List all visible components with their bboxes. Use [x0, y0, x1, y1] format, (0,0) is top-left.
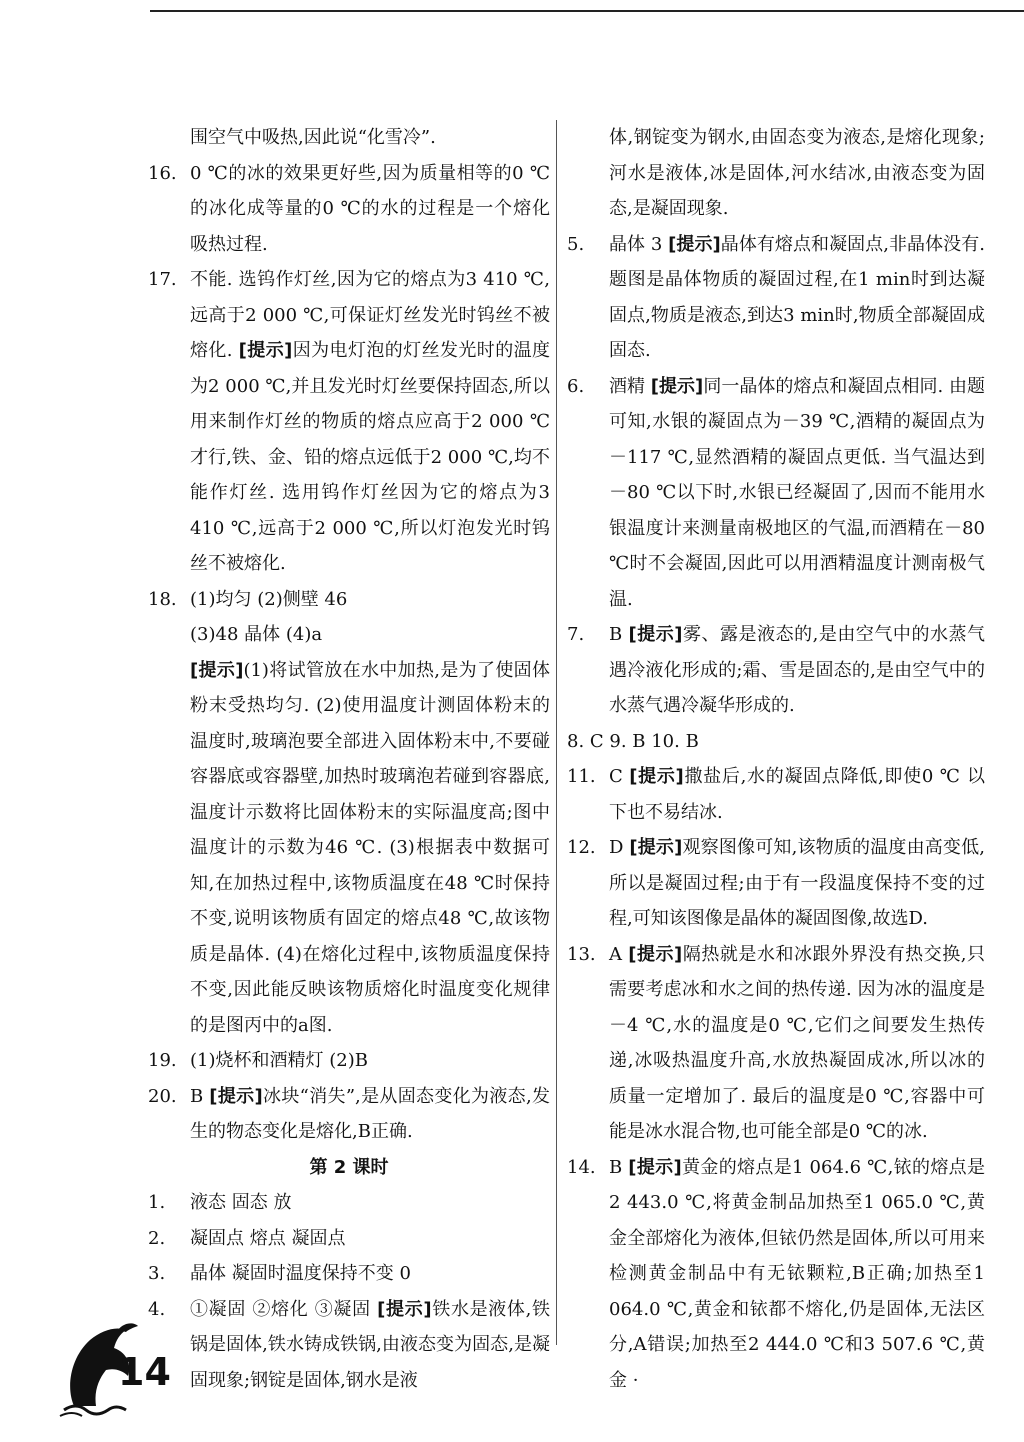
answer-4 [148, 1292, 550, 1399]
answer-text: 0 ℃的冰的效果更好些,因为质量相等的0 ℃的冰化成等量的0 ℃的水的过程是一个熔化吸热过程. [190, 162, 550, 255]
column-divider [556, 120, 557, 1345]
answer-text: 晶体 3 [609, 233, 669, 255]
answer-text: 晶体 凝固时温度保持不变 0 [190, 1263, 411, 1284]
answer-number: 7. [567, 624, 585, 645]
answer-number: 12. [567, 837, 596, 858]
hint-text: 雾、露是液态的,是由空气中的水蒸气遇冷液化形成的;霜、雪是固态的,是由空气中的水蒸气遇冷凝华形成的. [609, 624, 985, 716]
hint-text: 观察图像可知,该物质的温度由高变低,所以是凝固过程;由于有一段温度保持不变的过程,可知该图像是晶体的凝固图像,故选D. [609, 837, 986, 929]
hint-label: [提示] [628, 1156, 682, 1178]
answer-text: 液态 固态 放 [190, 1192, 292, 1213]
answer-18 [148, 582, 550, 1044]
answer-3 [148, 1256, 550, 1292]
hint-label: [提示] [629, 766, 684, 787]
answer-number: 4. [148, 1298, 166, 1320]
answer-number: 13. [567, 943, 596, 965]
hint-label: [提示] [650, 375, 704, 397]
answer-text: 凝固点 熔点 凝固点 [190, 1227, 346, 1249]
answer-number: 18. [148, 588, 177, 610]
answer-line: (1)均匀 (2)侧壁 46 [190, 588, 348, 610]
hint-text: 同一晶体的熔点和凝固点相同. 由题可知,水银的凝固点为－39 ℃,酒精的凝固点为－117 ℃,显然酒精的凝固点更低. 当气温达到－80 ℃以下时,水银已经凝固了,因而不能用水银温度计来测量南极地区的气温,而酒精在－80 ℃时不会凝固,因此可以用酒精温度计测南极气温. [609, 375, 986, 610]
answer-line: (3)48 晶体 (4)a [190, 624, 323, 645]
answer-6 [567, 369, 985, 618]
hint-text: 晶体有熔点和凝固点,非晶体没有. 题图是晶体物质的凝固过程,在1 min时到达凝固点,物质是液态,到达3 min时,物质全部凝固成固态. [609, 233, 985, 361]
top-rule [150, 10, 1024, 12]
answer-13 [567, 937, 985, 1150]
section-heading: 第 2 课时 [309, 1156, 389, 1178]
hint-label: [提示] [629, 837, 683, 858]
answer-number: 11. [567, 766, 596, 787]
hint-label: [提示] [628, 943, 683, 965]
answer-19 [148, 1043, 550, 1079]
answer-17 [148, 262, 550, 582]
hint-text: 黄金的熔点是1 064.6 ℃,铱的熔点是2 443.0 ℃,将黄金制品加热至1 065.0 ℃,黄金全部熔化为液体,但铱仍然是固体,所以可用来检测黄金制品中有无铱颗粒,B正确;加热至1 064.0 ℃,黄金和铱都不熔化,仍是固体,无法区分,A错误;加热至2 444.0 ℃和3 507.6 ℃,黄金 · [609, 1156, 985, 1391]
hint-text: 因为电灯泡的灯丝发光时的温度为2 000 ℃,并且发光时灯丝要保持固态,所以用来制作灯丝的物质的熔点应高于2 000 ℃才行,铁、金、铅的熔点远低于2 000 ℃,均不能作灯丝. 选用钨作灯丝因为它的熔点为3 410 ℃,远高于2 000 ℃,所以灯泡发光时钨丝不被熔化. [190, 340, 550, 574]
answer-number: 1. [148, 1192, 166, 1213]
hint-label: [提示] [238, 340, 293, 361]
answer-number: 17. [148, 269, 177, 290]
page-number: 14 [118, 1350, 171, 1394]
answer-text: D [609, 837, 630, 858]
answer-continuation: 体,钢锭变为钢水,由固态变为液态,是熔化现象;河水是液体,冰是固体,河水结冰,由液态变为固态,是凝固现象. [609, 127, 985, 219]
answer-2 [148, 1221, 550, 1257]
answer-text: B [609, 1156, 629, 1178]
hint-text: 撒盐后,水的凝固点降低,即使0 ℃ 以下也不易结冰. [609, 766, 985, 823]
answer-5 [567, 227, 985, 369]
right-column [567, 120, 985, 1398]
answer-number: 3. [148, 1263, 166, 1284]
answer-continuation: 围空气中吸热,因此说“化雪冷”. [190, 127, 436, 148]
answer-number: 20. [148, 1085, 177, 1107]
answers-8-10: 8. C 9. B 10. B [567, 730, 699, 752]
answer-number: 2. [148, 1227, 166, 1249]
answer-text: C [609, 766, 630, 787]
hint-label: [提示] [209, 1085, 263, 1107]
hint-text: (1)将试管放在水中加热,是为了使固体粉末受热均匀. (2)使用温度计测固体粉末的温度时,玻璃泡要全部进入固体粉末中,不要碰容器底或容器壁,加热时玻璃泡若碰到容器底,温度计示数将比固体粉末的实际温度高;图中温度计的示数为46 ℃. (3)根据表中数据可知,在加热过程中,该物质温度在48 ℃时保持不变,说明该物质有固定的熔点48 ℃,故该物质是晶体. (4)在熔化过程中,该物质温度保持不变,因此能反映该物质熔化时温度变化规律的是图丙中的a图. [190, 659, 550, 1036]
hint-text: 铁水是液体,铁锅是固体,铁水铸成铁锅,由液态变为固态,是凝固现象;钢锭是固体,钢水是液 [190, 1298, 550, 1391]
answer-12 [567, 830, 985, 937]
answer-number: 16. [148, 162, 177, 184]
answer-20 [148, 1079, 550, 1150]
answer-text: 不能. 选钨作灯丝,因为它的熔点为3 410 ℃,远高于2 000 ℃,可保证灯丝发光时钨丝不被熔化. [190, 269, 550, 361]
answer-7 [567, 617, 985, 724]
answer-text: 酒精 [609, 375, 651, 397]
hint-label: [提示] [190, 659, 244, 681]
hint-text: 冰块“消失”,是从固态变化为液态,发生的物态变化是熔化,B正确. [190, 1085, 551, 1142]
answer-text: (1)烧杯和酒精灯 (2)B [190, 1050, 368, 1071]
answer-11 [567, 759, 985, 830]
answer-number: 19. [148, 1050, 177, 1071]
answer-number: 6. [567, 375, 585, 397]
hint-label: [提示] [628, 624, 683, 645]
answer-14 [567, 1150, 985, 1399]
answer-number: 5. [567, 233, 585, 255]
left-column [148, 120, 550, 1398]
answer-text: A [609, 943, 629, 965]
hint-label: [提示] [377, 1298, 432, 1320]
answer-text: ①凝固 ②熔化 ③凝固 [190, 1298, 378, 1320]
answer-16 [148, 156, 550, 263]
hint-label: [提示] [668, 233, 721, 255]
answer-text: B [190, 1085, 210, 1107]
answer-number: 14. [567, 1156, 596, 1178]
answer-text: B [609, 624, 629, 645]
answer-1 [148, 1185, 550, 1221]
hint-text: 隔热就是水和冰跟外界没有热交换,只需要考虑冰和水之间的热传递. 因为冰的温度是－4 ℃,水的温度是0 ℃,它们之间要发生热传递,冰吸热温度升高,水放热凝固成冰,所以冰的质量一定增加了. 最后的温度是0 ℃,容器中可能是冰水混合物,也可能全部是0 ℃的冰. [609, 943, 985, 1142]
